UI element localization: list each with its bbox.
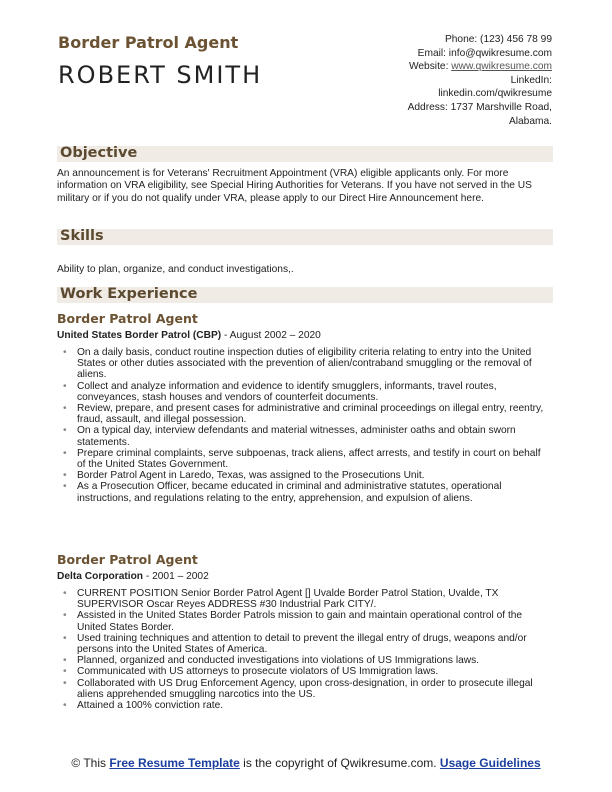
list-item: • Used training techniques and attention to detail to prevent the illegal entry of drugs, weapons and/or persons into the United States of America. — [57, 633, 551, 655]
list-item: • Border Patrol Agent in Laredo, Texas, was assigned to the Prosecutions Unit. — [57, 470, 551, 481]
list-item: • Collect and analyze information and evidence to identify smugglers, informants, travel routes, conveyances, stash houses and vendors of counterfeit documents. — [57, 381, 551, 403]
address-line-2: Alabama. — [508, 115, 552, 127]
skills-section-bar — [57, 229, 553, 245]
linkedin-label: LinkedIn: — [510, 74, 552, 86]
phone: Phone: (123) 456 78 99 — [444, 34, 552, 45]
website-link[interactable]: www.qwikresume.com — [451, 61, 552, 73]
usage-guidelines-link[interactable]: Usage Guidelines — [439, 756, 541, 770]
work-experience-heading: Work Experience — [60, 286, 198, 302]
objective-section-bar — [57, 146, 553, 162]
job-1-employer: United States Border Patrol (CBP) — [57, 330, 222, 341]
job-1-title: Border Patrol Agent — [57, 311, 198, 326]
list-item: • Assisted in the United States Border Patrols mission to gain and maintain operational control of the United States Border. — [57, 610, 551, 632]
list-item: • Review, prepare, and present cases for administrative and criminal proceedings on illegal entry, reentry, fraud, assault, and illegal possession. — [57, 403, 551, 425]
job-2-employer: Delta Corporation — [57, 571, 144, 582]
list-item: • Planned, organized and conducted investigations into violations of US Immigrations laws. — [57, 655, 551, 666]
free-resume-template-link[interactable]: Free Resume Template — [109, 756, 240, 770]
list-item: • Collaborated with US Drug Enforcement Agency, upon cross-designation, in order to prosecute illegal aliens apprehended smuggling narcotics into the US. — [57, 678, 551, 700]
job-title: Border Patrol Agent — [58, 33, 239, 52]
address-line-1: Address: 1737 Marshville Road, — [407, 101, 552, 113]
website — [408, 60, 552, 74]
objective-heading: Objective — [60, 145, 138, 161]
job-1-bullet-list — [57, 347, 551, 504]
footer-middle: is the copyright of Qwikresume.com. — [239, 756, 440, 770]
list-item: • Communicated with US attorneys to prosecute violators of US Immigration laws. — [57, 666, 551, 677]
contact-block — [408, 33, 552, 128]
linkedin-link[interactable]: linkedin.com/qwikresume — [438, 88, 552, 100]
list-item: • On a typical day, interview defendants and material witnesses, administer oaths and obtain sworn statements. — [57, 425, 551, 447]
list-item: • Prepare criminal complaints, serve subpoenas, track aliens, affect arrests, and testify in court on behalf of the United States Government. — [57, 448, 551, 470]
footer — [0, 756, 612, 770]
list-item: • On a daily basis, conduct routine inspection duties of eligibility criteria relating to entry into the United States or other duties associated with the prevention of alien/contraband smuggling or the removal of aliens. — [57, 347, 551, 381]
job-2-bullet-list — [57, 588, 551, 711]
job-1-dates: - August 2002 – 2020 — [221, 330, 321, 341]
job-2-title: Border Patrol Agent — [57, 552, 198, 567]
job-1-employer-line — [57, 330, 321, 341]
footer-prefix: © This — [71, 756, 110, 770]
email: Email: info@qwikresume.com — [417, 47, 552, 59]
resume-header — [58, 33, 552, 133]
candidate-name: ROBERT SMITH — [58, 61, 263, 89]
work-experience-section-bar — [57, 287, 553, 303]
list-item: • CURRENT POSITION Senior Border Patrol Agent [] Uvalde Border Patrol Station, Uvalde, TX SUPERVISOR Oscar Reyes ADDRESS #30 Industrial Park CITY/. — [57, 588, 551, 610]
objective-text: An announcement is for Veterans' Recruitment Appointment (VRA) eligible applicants only. For more information on VRA eligibility, see Special Hiring Authorities for Veterans. If you have not served in the US military or if you do not qualify under VRA, please apply to our Direct Hire Announcement here. — [57, 168, 532, 204]
website-label: Website: — [408, 61, 452, 73]
skills-text: Ability to plan, organize, and conduct investigations,. — [57, 264, 294, 275]
job-2-employer-line — [57, 571, 209, 582]
job-2-dates: - 2001 – 2002 — [143, 571, 209, 582]
skills-heading: Skills — [60, 228, 104, 244]
list-item: • Attained a 100% conviction rate. — [57, 700, 551, 711]
list-item: • As a Prosecution Officer, became educated in criminal and administrative statutes, operational instructions, and regulations relating to the entry, apprehension, and expulsion of aliens. — [57, 481, 551, 503]
